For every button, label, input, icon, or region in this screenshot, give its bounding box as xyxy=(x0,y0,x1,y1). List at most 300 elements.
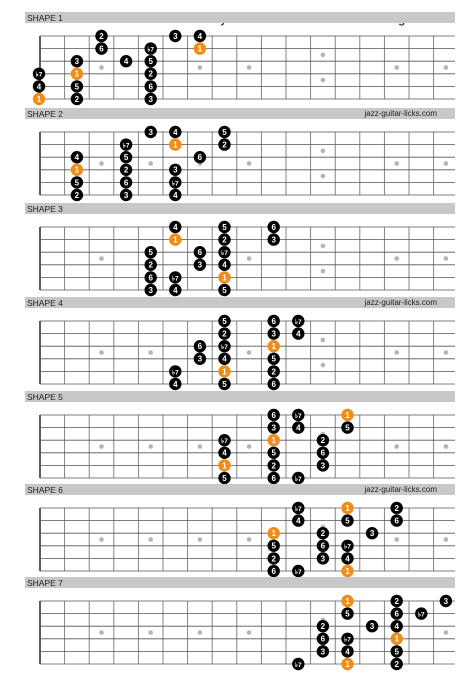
note-degree-label: 2 xyxy=(222,235,227,245)
note-degree-label: 3 xyxy=(271,423,276,433)
note-marker xyxy=(317,540,329,552)
note-degree-label: 5 xyxy=(345,516,350,526)
note-marker xyxy=(268,221,280,233)
root-note-marker xyxy=(194,42,206,54)
note-marker xyxy=(341,514,353,526)
shape-header-bar xyxy=(25,577,455,588)
note-degree-label: 1 xyxy=(74,165,80,175)
note-marker xyxy=(292,409,304,421)
note-degree-label: ♭7 xyxy=(294,505,302,513)
note-degree-label: 4 xyxy=(173,222,178,232)
note-degree-label: 2 xyxy=(320,622,326,632)
note-degree-label: 6 xyxy=(271,316,276,326)
root-note-marker xyxy=(268,527,280,539)
root-note-marker xyxy=(341,409,353,421)
fret-marker-dot xyxy=(198,444,203,449)
site-watermark: jazz-guitar-licks.com xyxy=(364,109,437,118)
note-marker xyxy=(292,421,304,433)
shape-label: SHAPE 2 xyxy=(27,109,63,119)
note-marker xyxy=(169,365,181,377)
note-degree-label: ♭7 xyxy=(294,412,302,420)
shape-label: SHAPE 6 xyxy=(27,485,63,495)
shape-label: SHAPE 7 xyxy=(27,578,63,588)
note-marker xyxy=(391,645,403,657)
note-marker xyxy=(218,472,230,484)
note-degree-label: 4 xyxy=(36,82,42,92)
note-marker xyxy=(440,595,452,607)
note-degree-label: 4 xyxy=(296,329,301,339)
note-degree-label: 3 xyxy=(123,190,129,200)
fret-marker-dot xyxy=(99,630,104,635)
site-watermark: jazz-guitar-licks.com xyxy=(364,485,437,494)
note-degree-label: 2 xyxy=(320,436,326,446)
note-degree-label: 3 xyxy=(148,94,153,104)
note-marker xyxy=(71,151,83,163)
fret-marker-dot xyxy=(148,444,153,449)
note-marker xyxy=(366,527,378,539)
note-degree-label: ♭7 xyxy=(344,636,351,644)
note-degree-label: 2 xyxy=(394,503,399,513)
note-degree-label: 5 xyxy=(74,178,80,188)
note-marker xyxy=(218,340,230,352)
note-degree-label: 6 xyxy=(148,273,153,283)
note-degree-label: 4 xyxy=(394,622,399,632)
note-degree-label: 4 xyxy=(222,354,227,364)
note-marker xyxy=(218,327,230,339)
note-degree-label: 3 xyxy=(197,260,203,270)
note-degree-label: 5 xyxy=(222,473,227,483)
note-degree-label: ♭7 xyxy=(221,438,228,446)
note-marker xyxy=(218,378,230,390)
fret-marker-dot xyxy=(444,161,449,166)
fret-marker-dot xyxy=(321,174,326,179)
note-degree-label: 1 xyxy=(173,235,178,245)
fret-marker-dot xyxy=(247,537,252,542)
note-marker xyxy=(317,447,329,459)
note-degree-label: 5 xyxy=(394,647,399,657)
note-marker xyxy=(194,246,206,258)
note-degree-label: 2 xyxy=(222,140,227,150)
note-degree-label: 2 xyxy=(123,165,129,175)
note-marker xyxy=(317,633,329,645)
note-degree-label: 6 xyxy=(320,448,326,458)
note-marker xyxy=(317,459,329,471)
note-marker xyxy=(341,421,353,433)
note-degree-label: 4 xyxy=(123,57,129,67)
note-degree-label: 1 xyxy=(345,566,350,576)
fret-marker-dot xyxy=(198,537,203,542)
fret-marker-dot xyxy=(198,65,203,70)
note-degree-label: ♭7 xyxy=(122,142,130,150)
note-degree-label: 1 xyxy=(345,596,350,606)
note-marker xyxy=(33,80,45,92)
fret-marker-dot xyxy=(247,256,252,261)
note-degree-label: 6 xyxy=(197,342,203,352)
note-marker xyxy=(391,658,403,670)
note-marker xyxy=(33,68,45,80)
note-marker xyxy=(317,552,329,564)
note-marker xyxy=(169,271,181,283)
note-degree-label: 3 xyxy=(148,127,153,137)
note-marker xyxy=(268,459,280,471)
fret-marker-dot xyxy=(321,244,326,249)
note-marker xyxy=(341,552,353,564)
note-marker xyxy=(145,126,157,138)
note-marker xyxy=(292,514,304,526)
note-marker xyxy=(218,126,230,138)
note-marker xyxy=(268,378,280,390)
fret-marker-dot xyxy=(444,256,449,261)
fret-marker-dot xyxy=(321,338,326,343)
fret-marker-dot xyxy=(444,444,449,449)
shape-header-bar xyxy=(25,203,455,214)
scale-shape-panel xyxy=(25,484,455,584)
note-marker xyxy=(169,189,181,201)
note-marker xyxy=(71,80,83,92)
note-degree-label: ♭7 xyxy=(35,71,43,79)
note-degree-label: 5 xyxy=(222,316,227,326)
fretboard xyxy=(25,391,455,491)
note-marker xyxy=(317,434,329,446)
note-marker xyxy=(268,472,280,484)
note-degree-label: 1 xyxy=(222,461,227,471)
note-degree-label: ♭7 xyxy=(294,475,302,483)
note-marker xyxy=(268,540,280,552)
note-marker xyxy=(169,284,181,296)
note-degree-label: 3 xyxy=(271,329,276,339)
fret-marker-dot xyxy=(148,630,153,635)
note-degree-label: 5 xyxy=(271,541,276,551)
note-degree-label: 6 xyxy=(99,44,104,54)
note-degree-label: ♭7 xyxy=(171,275,179,283)
note-marker xyxy=(218,434,230,446)
note-marker xyxy=(145,68,157,80)
root-note-marker xyxy=(268,340,280,352)
note-marker xyxy=(71,189,83,201)
note-marker xyxy=(120,55,132,67)
note-marker xyxy=(218,138,230,150)
root-note-marker xyxy=(341,502,353,514)
note-degree-label: 4 xyxy=(197,31,203,41)
note-marker xyxy=(145,246,157,258)
note-degree-label: 2 xyxy=(222,329,227,339)
note-marker xyxy=(218,221,230,233)
note-marker xyxy=(169,378,181,390)
fret-marker-dot xyxy=(99,537,104,542)
fret-marker-dot xyxy=(321,149,326,154)
note-degree-label: 2 xyxy=(271,367,276,377)
scale-shape-panel xyxy=(25,108,455,208)
note-degree-label: 3 xyxy=(320,554,326,564)
note-degree-label: 5 xyxy=(222,222,227,232)
note-degree-label: 4 xyxy=(173,127,178,137)
fret-marker-dot xyxy=(394,537,399,542)
note-degree-label: 1 xyxy=(271,529,276,539)
fret-marker-dot xyxy=(444,537,449,542)
note-marker xyxy=(95,30,107,42)
note-degree-label: 3 xyxy=(173,31,178,41)
note-degree-label: 1 xyxy=(222,367,227,377)
root-note-marker xyxy=(218,271,230,283)
note-marker xyxy=(268,315,280,327)
note-degree-label: 1 xyxy=(345,410,350,420)
fretboard xyxy=(25,12,455,112)
note-marker xyxy=(71,93,83,105)
fret-marker-dot xyxy=(148,161,153,166)
note-degree-label: 6 xyxy=(123,178,129,188)
note-degree-label: 1 xyxy=(271,342,276,352)
note-degree-label: 4 xyxy=(74,153,80,163)
note-marker xyxy=(218,233,230,245)
note-degree-label: ♭7 xyxy=(221,250,228,258)
scale-shape-panel xyxy=(25,12,455,112)
note-degree-label: 6 xyxy=(271,222,276,232)
root-note-marker xyxy=(268,434,280,446)
note-marker xyxy=(341,645,353,657)
note-degree-label: 5 xyxy=(222,127,227,137)
fret-marker-dot xyxy=(394,161,399,166)
note-degree-label: 1 xyxy=(271,436,276,446)
fret-marker-dot xyxy=(321,269,326,274)
fret-marker-dot xyxy=(99,161,104,166)
fret-marker-dot xyxy=(394,444,399,449)
note-degree-label: 2 xyxy=(320,529,326,539)
shape-label: SHAPE 5 xyxy=(27,392,63,402)
note-marker xyxy=(341,607,353,619)
fretboard xyxy=(25,484,455,584)
note-marker xyxy=(120,189,132,201)
shape-header-bar xyxy=(25,391,455,402)
note-degree-label: ♭7 xyxy=(294,568,302,576)
shape-label: SHAPE 4 xyxy=(27,298,63,308)
fret-marker-dot xyxy=(394,350,399,355)
fret-marker-dot xyxy=(247,350,252,355)
site-watermark: jazz-guitar-licks.com xyxy=(364,298,437,307)
note-marker xyxy=(391,620,403,632)
note-degree-label: 5 xyxy=(148,57,153,67)
note-degree-label: 6 xyxy=(197,248,203,258)
note-marker xyxy=(268,365,280,377)
note-degree-label: ♭7 xyxy=(294,661,302,669)
note-degree-label: 1 xyxy=(345,503,350,513)
note-degree-label: 2 xyxy=(148,260,153,270)
note-degree-label: 2 xyxy=(99,31,104,41)
fret-marker-dot xyxy=(444,65,449,70)
note-degree-label: ♭7 xyxy=(147,46,155,54)
note-marker xyxy=(218,353,230,365)
note-degree-label: 3 xyxy=(148,285,153,295)
note-marker xyxy=(194,259,206,271)
note-degree-label: 3 xyxy=(197,354,203,364)
note-degree-label: 1 xyxy=(394,634,399,644)
fret-marker-dot xyxy=(99,65,104,70)
note-degree-label: 3 xyxy=(320,647,326,657)
root-note-marker xyxy=(391,633,403,645)
note-marker xyxy=(169,164,181,176)
note-degree-label: 6 xyxy=(320,541,326,551)
note-marker xyxy=(391,607,403,619)
note-degree-label: 6 xyxy=(271,410,276,420)
note-degree-label: 6 xyxy=(320,634,326,644)
note-marker xyxy=(292,327,304,339)
note-marker xyxy=(169,126,181,138)
fret-marker-dot xyxy=(99,256,104,261)
fret-marker-dot xyxy=(148,350,153,355)
note-marker xyxy=(391,502,403,514)
note-marker xyxy=(71,176,83,188)
note-marker xyxy=(169,30,181,42)
fret-marker-dot xyxy=(321,53,326,58)
note-degree-label: 2 xyxy=(74,94,80,104)
shape-label: SHAPE 3 xyxy=(27,204,63,214)
scale-shape-panel xyxy=(25,577,455,677)
fret-marker-dot xyxy=(394,65,399,70)
note-marker xyxy=(391,595,403,607)
note-marker xyxy=(317,645,329,657)
root-note-marker xyxy=(71,68,83,80)
note-marker xyxy=(317,620,329,632)
note-degree-label: 4 xyxy=(173,285,178,295)
note-degree-label: 3 xyxy=(74,57,80,67)
note-marker xyxy=(120,138,132,150)
note-degree-label: 6 xyxy=(271,473,276,483)
note-degree-label: 6 xyxy=(271,566,276,576)
note-marker xyxy=(341,633,353,645)
note-degree-label: 1 xyxy=(173,140,178,150)
note-marker xyxy=(292,658,304,670)
note-degree-label: 5 xyxy=(222,379,227,389)
root-note-marker xyxy=(169,138,181,150)
note-degree-label: 1 xyxy=(36,94,42,104)
note-degree-label: 1 xyxy=(222,273,227,283)
root-note-marker xyxy=(218,365,230,377)
note-degree-label: 3 xyxy=(271,235,276,245)
note-degree-label: ♭7 xyxy=(221,344,228,352)
note-marker xyxy=(120,164,132,176)
note-degree-label: ♭7 xyxy=(294,318,302,326)
fretboard xyxy=(25,577,455,677)
note-degree-label: 4 xyxy=(173,379,178,389)
note-marker xyxy=(145,80,157,92)
note-degree-label: 2 xyxy=(271,554,276,564)
root-note-marker xyxy=(341,595,353,607)
note-degree-label: 2 xyxy=(74,190,80,200)
note-marker xyxy=(292,502,304,514)
note-marker xyxy=(415,607,427,619)
note-marker xyxy=(169,176,181,188)
note-degree-label: 3 xyxy=(443,596,449,606)
note-marker xyxy=(292,472,304,484)
fret-marker-dot xyxy=(247,65,252,70)
note-marker xyxy=(218,284,230,296)
note-marker xyxy=(268,233,280,245)
note-degree-label: 6 xyxy=(197,153,203,163)
note-degree-label: 5 xyxy=(148,248,153,258)
fret-marker-dot xyxy=(247,444,252,449)
fret-marker-dot xyxy=(247,161,252,166)
note-marker xyxy=(71,55,83,67)
note-degree-label: 1 xyxy=(345,659,350,669)
note-marker xyxy=(268,409,280,421)
note-marker xyxy=(120,176,132,188)
note-marker xyxy=(194,151,206,163)
note-marker xyxy=(341,540,353,552)
note-degree-label: 5 xyxy=(345,423,350,433)
note-marker xyxy=(145,42,157,54)
shape-header-bar xyxy=(25,12,455,23)
note-degree-label: 2 xyxy=(394,659,399,669)
note-degree-label: 5 xyxy=(74,82,80,92)
shape-label: SHAPE 1 xyxy=(27,13,63,23)
note-degree-label: 4 xyxy=(222,448,227,458)
note-degree-label: 2 xyxy=(271,461,276,471)
note-marker xyxy=(292,565,304,577)
note-degree-label: ♭7 xyxy=(171,180,179,188)
scale-shape-panel xyxy=(25,391,455,491)
note-marker xyxy=(145,55,157,67)
note-degree-label: 6 xyxy=(394,516,399,526)
note-marker xyxy=(95,42,107,54)
note-degree-label: ♭7 xyxy=(171,369,179,377)
fret-marker-dot xyxy=(99,444,104,449)
note-degree-label: 5 xyxy=(345,609,350,619)
note-marker xyxy=(268,327,280,339)
note-degree-label: 3 xyxy=(369,622,375,632)
note-degree-label: 5 xyxy=(123,153,129,163)
root-note-marker xyxy=(33,93,45,105)
note-degree-label: 4 xyxy=(296,516,301,526)
note-marker xyxy=(292,315,304,327)
note-degree-label: 5 xyxy=(222,285,227,295)
fret-marker-dot xyxy=(444,630,449,635)
note-marker xyxy=(194,30,206,42)
note-marker xyxy=(194,353,206,365)
note-degree-label: 5 xyxy=(271,354,276,364)
root-note-marker xyxy=(341,565,353,577)
note-degree-label: 1 xyxy=(197,44,203,54)
note-marker xyxy=(145,259,157,271)
fret-marker-dot xyxy=(394,256,399,261)
note-degree-label: 4 xyxy=(296,423,301,433)
note-marker xyxy=(391,514,403,526)
fret-marker-dot xyxy=(148,537,153,542)
fretboard xyxy=(25,297,455,397)
fret-marker-dot xyxy=(247,630,252,635)
fret-marker-dot xyxy=(321,363,326,368)
note-degree-label: 4 xyxy=(173,190,178,200)
note-marker xyxy=(268,421,280,433)
note-degree-label: 5 xyxy=(271,448,276,458)
note-degree-label: 3 xyxy=(173,165,178,175)
note-marker xyxy=(194,340,206,352)
note-degree-label: 4 xyxy=(345,554,350,564)
root-note-marker xyxy=(218,459,230,471)
note-degree-label: 2 xyxy=(148,69,153,79)
note-marker xyxy=(317,527,329,539)
note-marker xyxy=(145,284,157,296)
scale-shape-panel xyxy=(25,203,455,303)
note-marker xyxy=(268,353,280,365)
note-degree-label: ♭7 xyxy=(344,543,351,551)
note-degree-label: 2 xyxy=(394,596,399,606)
fretboard xyxy=(25,203,455,303)
note-degree-label: 4 xyxy=(345,647,350,657)
note-degree-label: 4 xyxy=(222,260,227,270)
note-marker xyxy=(169,221,181,233)
note-marker xyxy=(218,246,230,258)
note-degree-label: 3 xyxy=(320,461,326,471)
root-note-marker xyxy=(71,164,83,176)
